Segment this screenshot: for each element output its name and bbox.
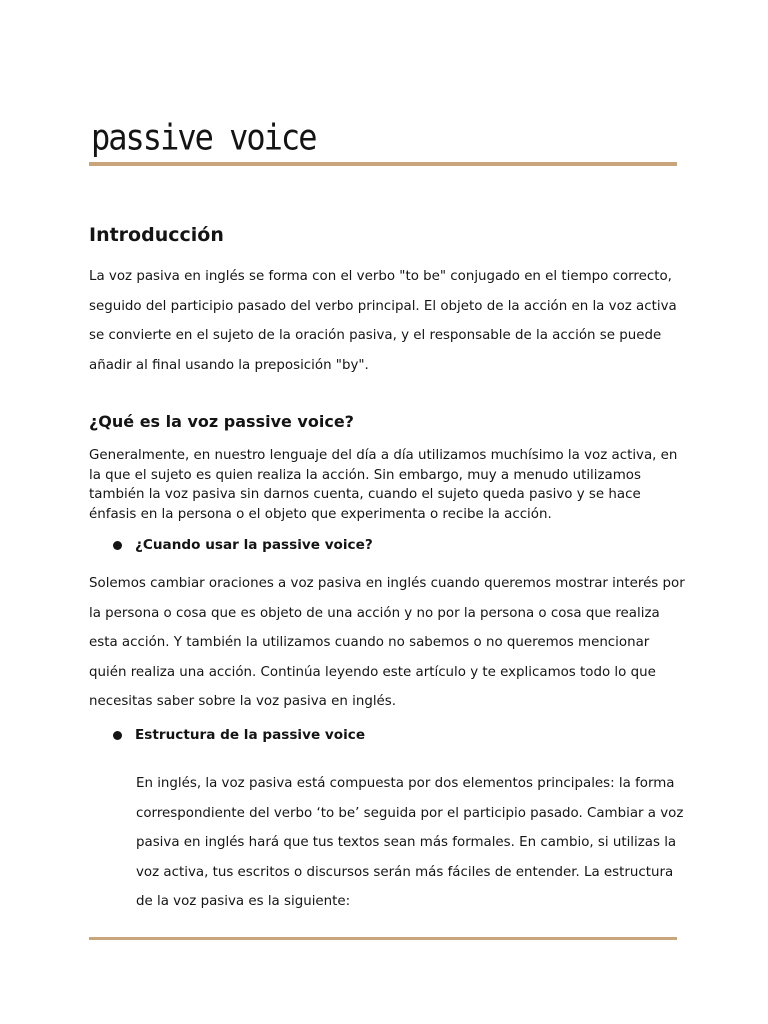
bullet-dot-icon [113,731,122,740]
what-is-heading: ¿Qué es la voz passive voice? [89,412,354,431]
when-to-use-label: ¿Cuando usar la passive voice? [135,537,373,553]
what-is-paragraph: Generalmente, en nuestro lenguaje del día a día utilizamos muchísimo la voz activa, en la que el sujeto es quien realiza la acción. Sin embargo, muy a menudo utilizamos también la voz pasiva sin darnos cuenta, cuando el sujeto queda pasivo y se hace énfasis en la persona o el objeto que experimenta o recibe la acción. [89,448,678,522]
structure-bullet [113,727,365,743]
structure-paragraph: En inglés, la voz pasiva está compuesta por dos elementos principales: la forma correspondiente del verbo ‘to be’ seguida por el participio pasado. Cambiar a voz pasiva en inglés hará que tus textos sean más formales. En cambio, si utilizas la voz activa, tus escritos o discursos serán más fáciles de entender. La estructura de la voz pasiva es la siguiente: [136,776,684,909]
when-to-use-bullet [113,537,373,553]
bullet-dot-icon [113,541,122,550]
intro-heading: Introducción [89,224,224,246]
title-divider [89,162,677,166]
intro-paragraph: La voz pasiva en inglés se forma con el verbo "to be" conjugado en el tiempo correcto, seguido del participio pasado del verbo principal. El objeto de la acción en la voz activa se convierte en el sujeto de la oración pasiva, y el responsable de la acción se puede añadir al final usando la preposición "by". [89,269,677,373]
document-title: passive voice [91,116,316,159]
structure-label: Estructura de la passive voice [135,727,366,743]
footer-divider [89,937,677,940]
when-to-use-paragraph: Solemos cambiar oraciones a voz pasiva en inglés cuando queremos mostrar interés por la persona o cosa que es objeto de una acción y no por la persona o cosa que realiza esta acción. Y también la utilizamos cuando no sabemos o no queremos mencionar quién realiza una acción. Continúa leyendo este artículo y te explicamos todo lo que necesitas saber sobre la voz pasiva en inglés. [89,576,685,709]
